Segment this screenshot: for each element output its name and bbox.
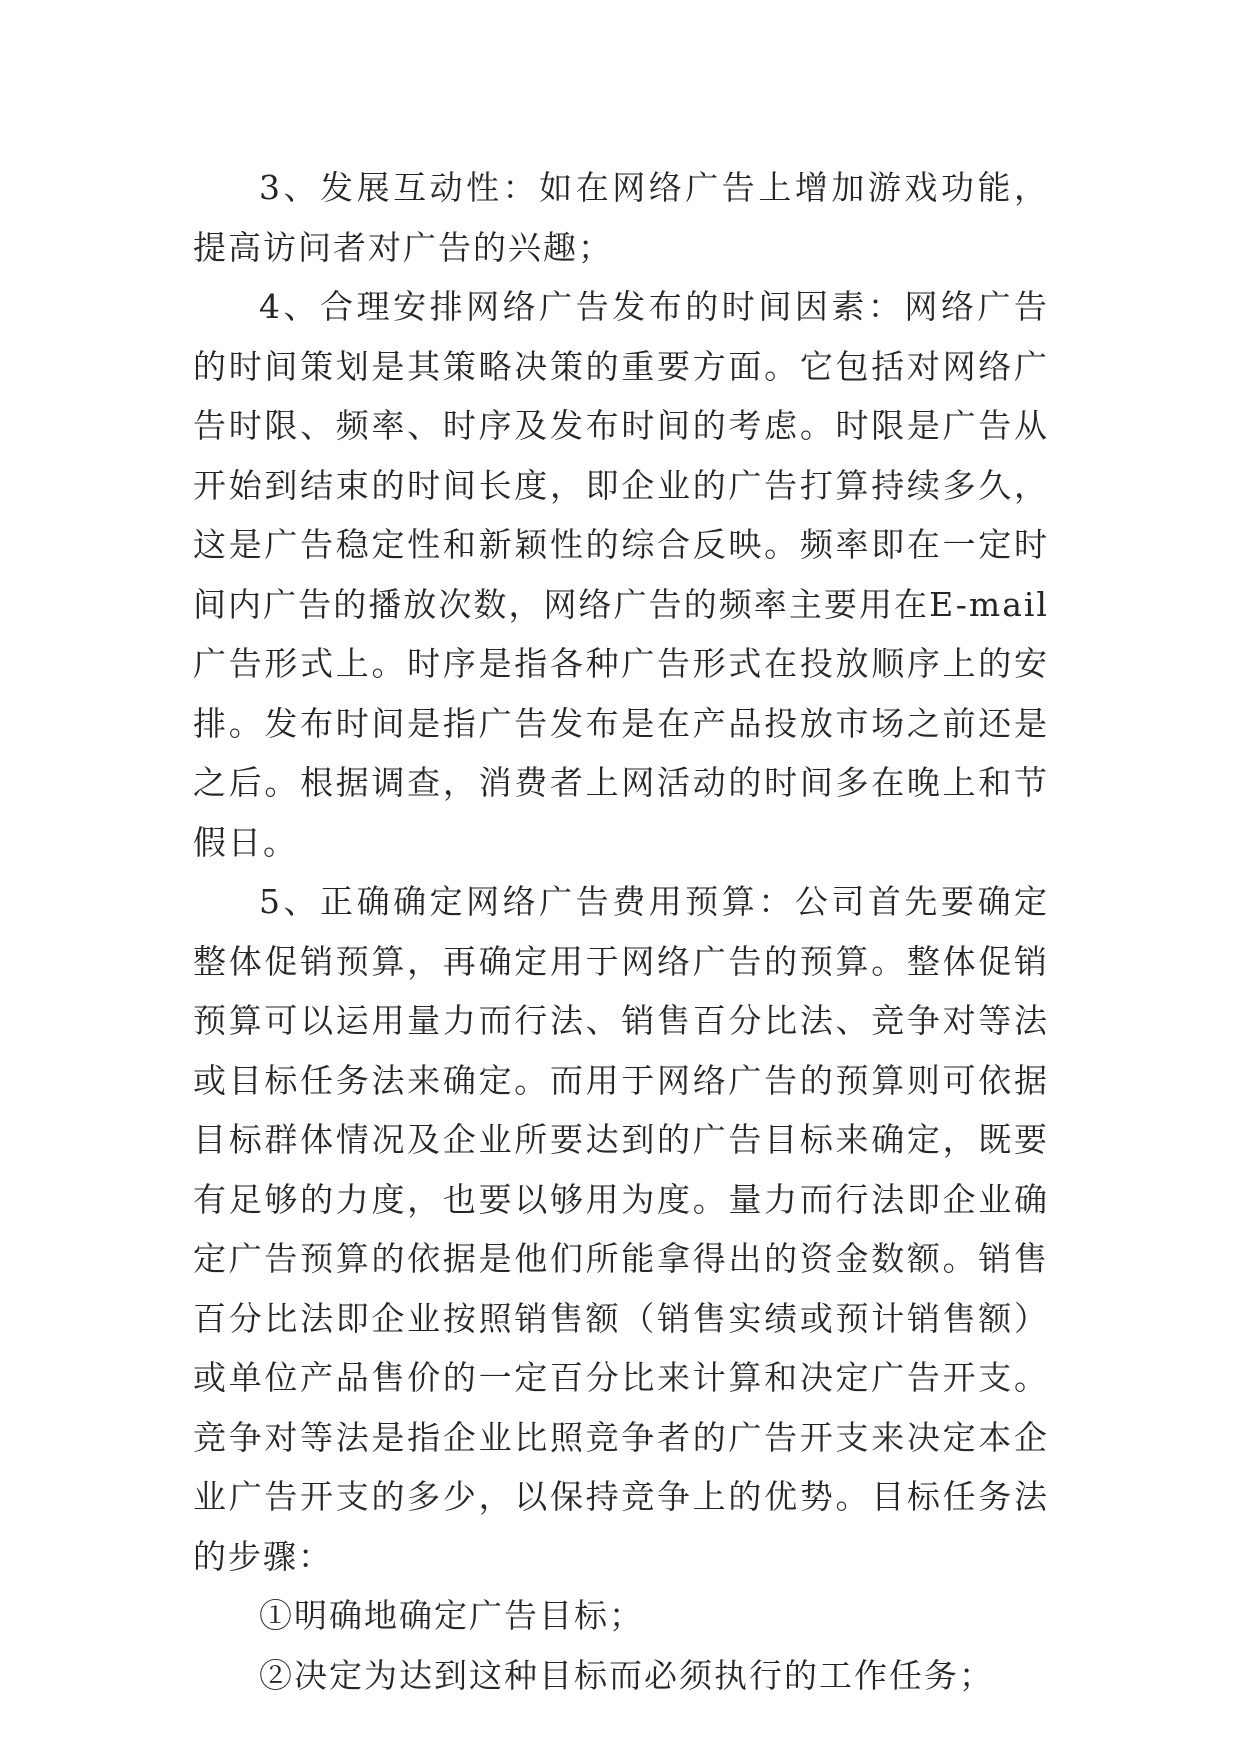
paragraph-interactivity: 3、发展互动性：如在网络广告上增加游戏功能，提高访问者对广告的兴趣； <box>193 168 1049 267</box>
list-item-decide-tasks: ②决定为达到这种目标而必须执行的工作任务； <box>259 1655 994 1695</box>
list-item-define-goal: ①明确地确定广告目标； <box>259 1596 644 1635</box>
paragraph-timing: 4、合理安排网络广告发布的时间因素：网络广告的时间策划是其策略决策的重要方面。它包括对网络广告时限、频率、时序及发布时间的考虑。时限是广告从开始到结束的时间长度，即企业的广告打算持续多久，这是广告稳定性和新颖性的综合反映。频率即在一定时间内广告的播放次数，网络广告的频率主要用在E-mail广告形式上。时序是指各种广告形式在投放顺序上的安排。发布时间是指广告发布是在产品投放市场之前还是之后。根据调查，消费者上网活动的时间多在晚上和节假日。 <box>193 287 1049 862</box>
document-body <box>193 158 1049 1705</box>
paragraph-budget: 5、正确确定网络广告费用预算：公司首先要确定整体促销预算，再确定用于网络广告的预算。整体促销预算可以运用量力而行法、销售百分比法、竞争对等法或目标任务法来确定。而用于网络广告的预算则可依据目标群体情况及企业所要达到的广告目标来确定，既要有足够的力度，也要以够用为度。量力而行法即企业确定广告预算的依据是他们所能拿得出的资金数额。销售百分比法即企业按照销售额（销售实绩或预计销售额）或单位产品售价的一定百分比来计算和决定广告开支。竞争对等法是指企业比照竞争者的广告开支来决定本企业广告开支的多少，以保持竞争上的优势。目标任务法的步骤： <box>193 882 1049 1576</box>
